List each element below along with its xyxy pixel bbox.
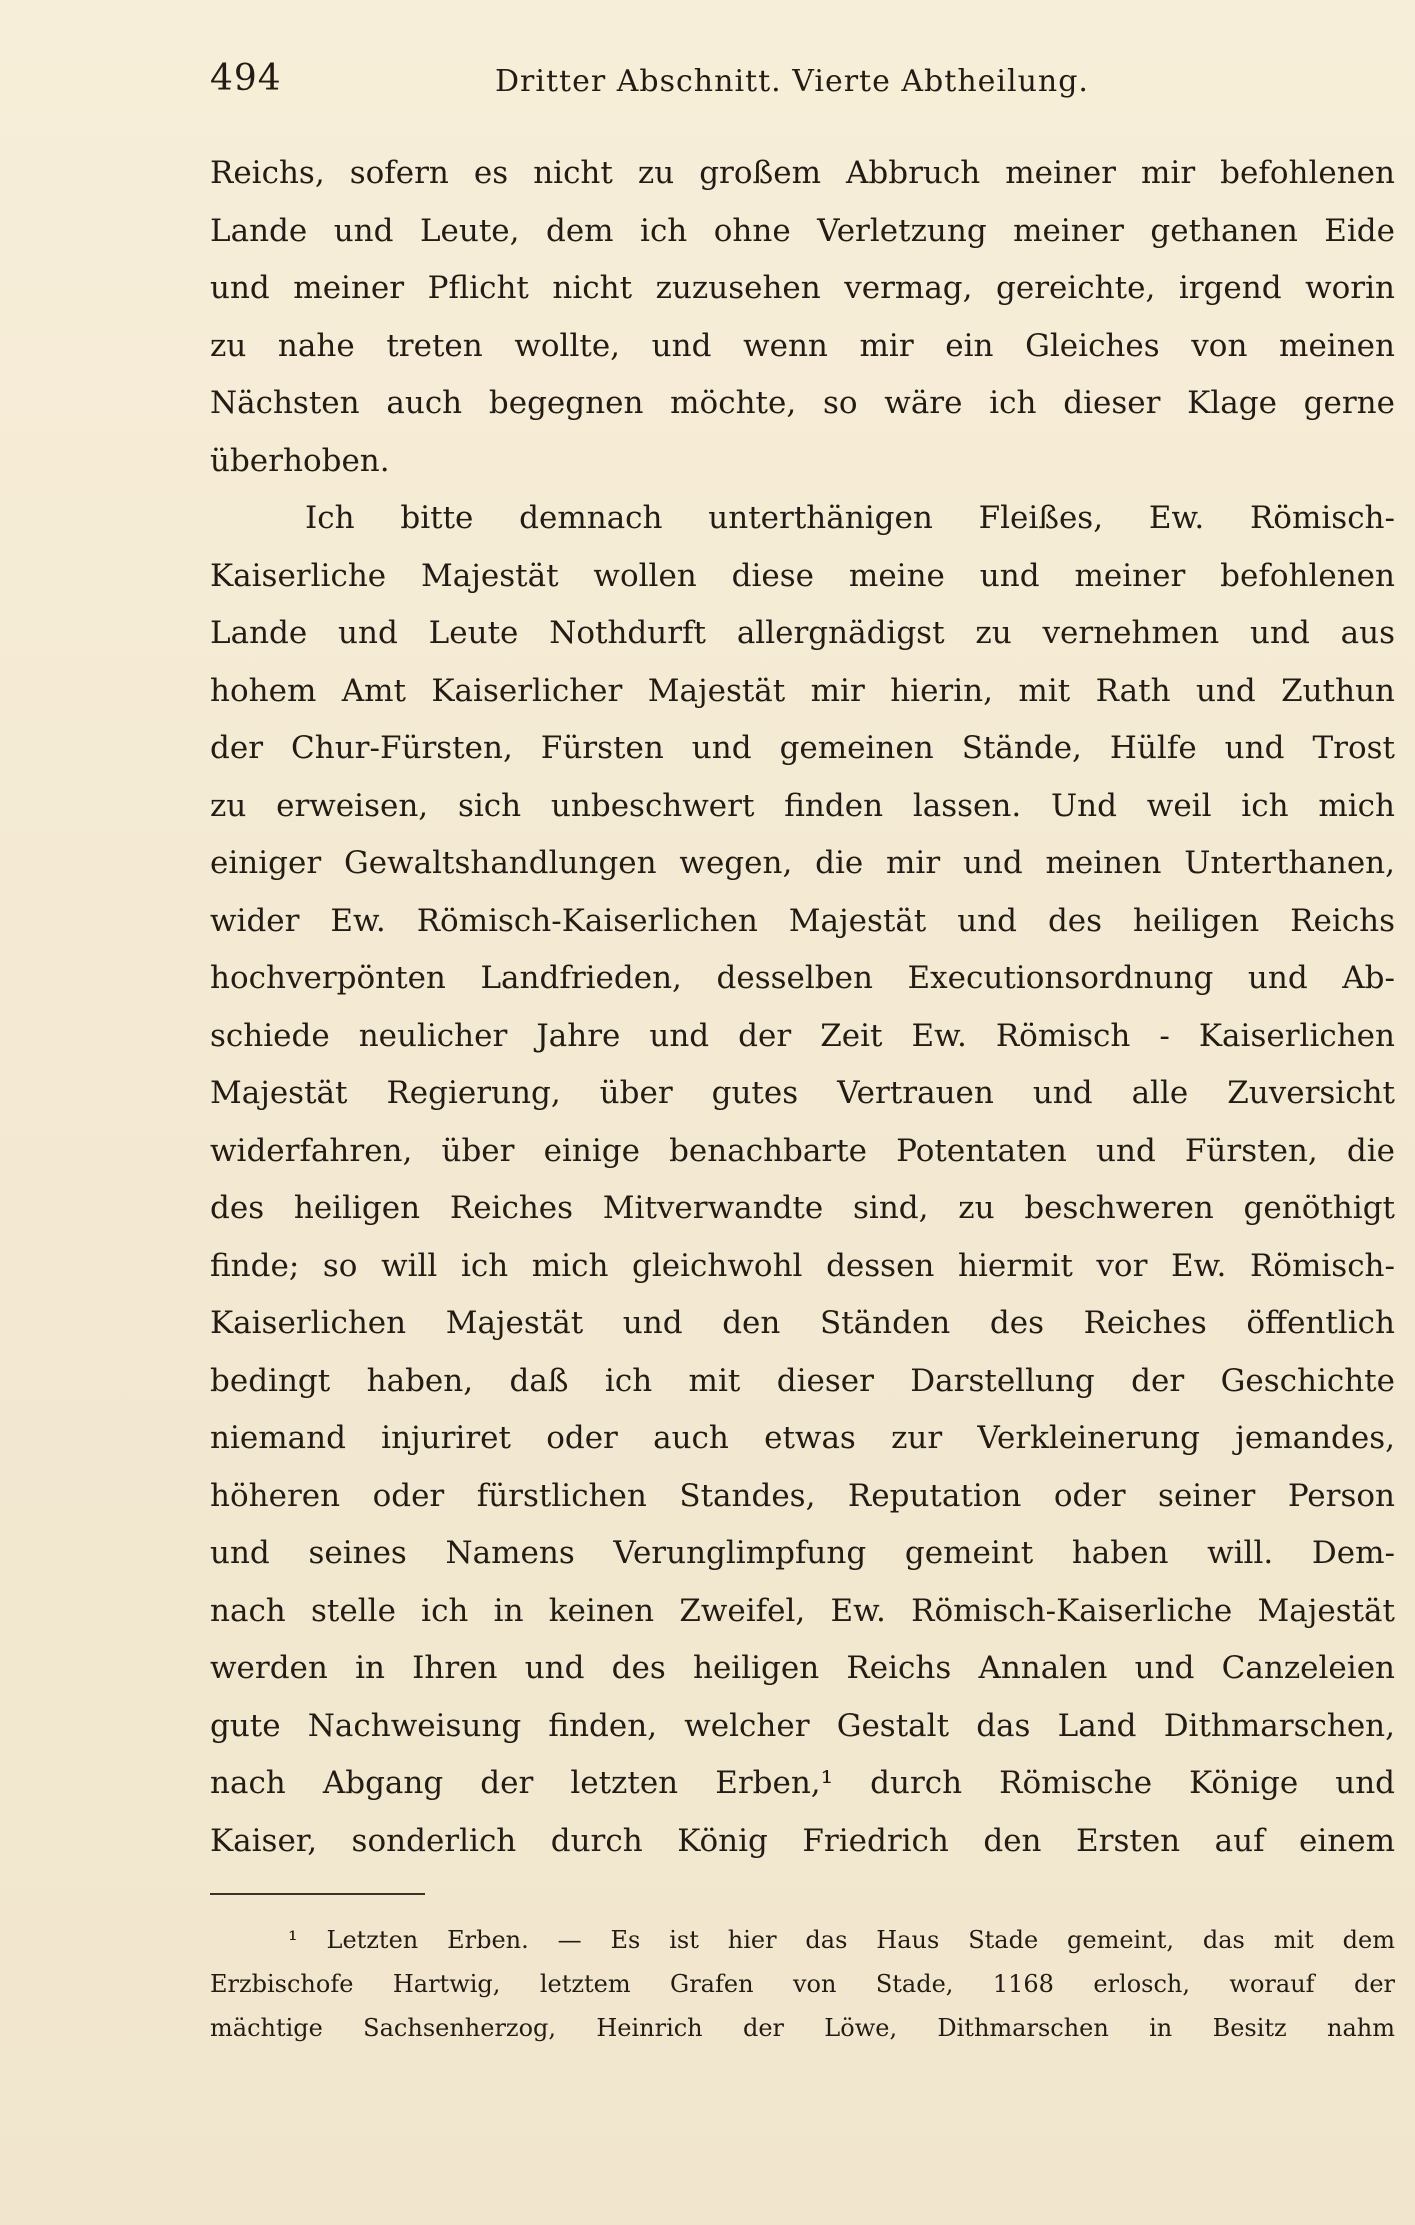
footnote-divider	[210, 1893, 425, 1895]
text-line: Reichs, sofern es nicht zu großem Abbruch meiner mir befohlenen	[210, 155, 1395, 191]
text-line: werden in Ihren und des heiligen Reichs Annalen und Canzeleien	[210, 1650, 1395, 1686]
text-line: Lande und Leute Nothdurft allergnädigst zu vernehmen und aus	[210, 615, 1395, 651]
text-line: zu nahe treten wollte, und wenn mir ein Gleiches von meinen	[210, 327, 1395, 364]
text-line: hochverpönten Landfrieden, desselben Executionsordnung und Ab-	[210, 960, 1395, 996]
text-line: finde; so will ich mich gleichwohl dessen hiermit vor Ew. Römisch-	[210, 1247, 1395, 1284]
text-line: nach Abgang der letzten Erben,¹ durch Römische Könige und	[210, 1765, 1395, 1801]
text-line: Majestät Regierung, über gutes Vertrauen und alle Zuversicht	[210, 1075, 1395, 1111]
footnote-line: mächtige Sachsenherzog, Heinrich der Löwe, Dithmarschen in Besitz nahm	[210, 2014, 1395, 2042]
text-line: hohem Amt Kaiserlicher Majestät mir hierin, mit Rath und Zuthun	[210, 672, 1395, 709]
text-line: höheren oder fürstlichen Standes, Reputation oder seiner Person	[210, 1477, 1395, 1514]
text-line: überhoben.	[210, 442, 390, 479]
text-line: schiede neulicher Jahre und der Zeit Ew. Römisch - Kaiserlichen	[210, 1017, 1395, 1054]
text-line: gute Nachweisung finden, welcher Gestalt das Land Dithmarschen,	[210, 1707, 1395, 1744]
text-line: der Chur-Fürsten, Fürsten und gemeinen Stände, Hülfe und Trost	[210, 730, 1395, 766]
text-line: wider Ew. Römisch-Kaiserlichen Majestät und des heiligen Reichs	[210, 902, 1395, 939]
body-text	[210, 145, 1395, 1870]
text-line: Ich bitte demnach unterthänigen Fleißes, Ew. Römisch-	[305, 500, 1395, 536]
text-line: und meiner Pflicht nicht zuzusehen vermag, gereichte, irgend worin	[210, 270, 1395, 306]
text-line: nach stelle ich in keinen Zweifel, Ew. Römisch-Kaiserliche Majestät	[210, 1592, 1395, 1629]
text-line: und seines Namens Verunglimpfung gemeint haben will. Dem-	[210, 1535, 1395, 1571]
text-line: des heiligen Reiches Mitverwandte sind, zu beschweren genöthigt	[210, 1190, 1395, 1226]
footnote-line: Erzbischofe Hartwig, letztem Grafen von Stade, 1168 erlosch, worauf der	[210, 1970, 1395, 1998]
text-line: bedingt haben, daß ich mit dieser Darstellung der Geschichte	[210, 1362, 1395, 1399]
text-line: Kaiserliche Majestät wollen diese meine und meiner befohlenen	[210, 557, 1395, 594]
page-number: 494	[210, 58, 282, 99]
text-line: Kaiser, sonderlich durch König Friedrich den Ersten auf einem	[210, 1822, 1395, 1859]
text-line: einiger Gewaltshandlungen wegen, die mir und meinen Unterthanen,	[210, 845, 1395, 881]
text-line: widerfahren, über einige benachbarte Potentaten und Fürsten, die	[210, 1132, 1395, 1169]
text-line: Kaiserlichen Majestät und den Ständen des Reiches öffentlich	[210, 1305, 1395, 1341]
text-line: Nächsten auch begegnen möchte, so wäre ich dieser Klage gerne	[210, 385, 1395, 421]
footnote-line: ¹ Letzten Erben. — Es ist hier das Haus Stade gemeint, das mit dem	[288, 1926, 1395, 1954]
text-line: niemand injuriret oder auch etwas zur Verkleinerung jemandes,	[210, 1420, 1395, 1456]
footnotes	[210, 1918, 1395, 2050]
text-line: Lande und Leute, dem ich ohne Verletzung meiner gethanen Eide	[210, 212, 1395, 249]
text-line: zu erweisen, sich unbeschwert finden lassen. Und weil ich mich	[210, 787, 1395, 824]
page-header	[210, 58, 1210, 108]
running-head: Dritter Abschnitt. Vierte Abtheilung.	[495, 64, 1089, 99]
